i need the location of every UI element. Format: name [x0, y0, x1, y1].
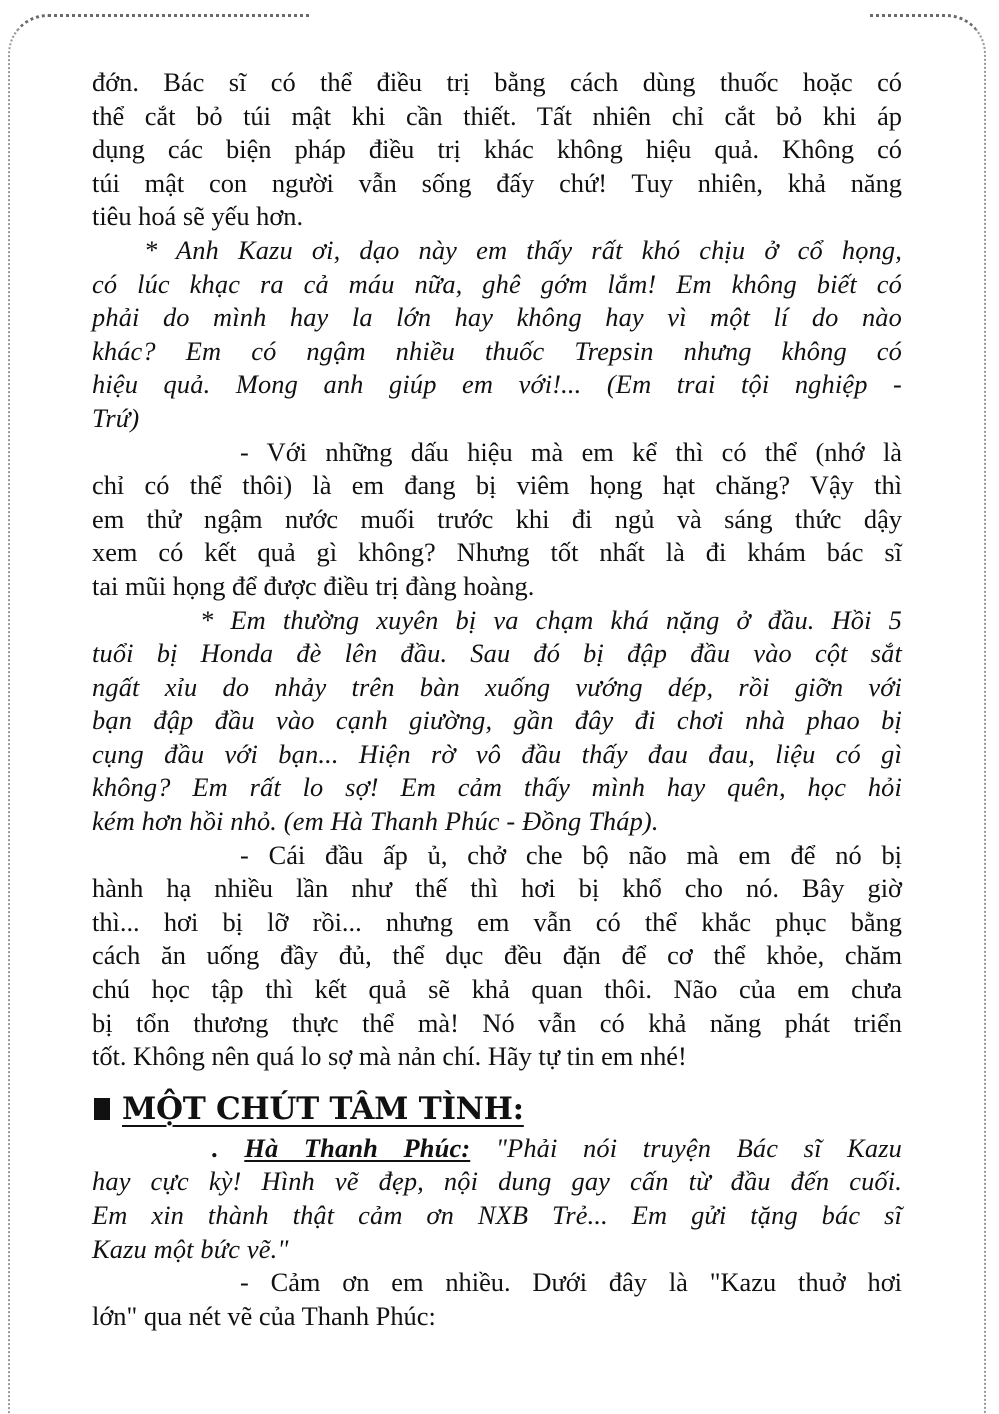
black-square-bullet-icon — [94, 1098, 110, 1120]
text-line: khác? Em có ngậm nhiều thuốc Trepsin nhưng không có — [92, 335, 902, 366]
text-line: kém hơn hồi nhỏ. (em Hà Thanh Phúc - Đồng Tháp). — [92, 806, 659, 837]
text-line: chỉ có thể thôi) là em đang bị viêm họng hạt chăng? Vậy thì — [92, 470, 902, 501]
reply-paragraph — [92, 1266, 902, 1333]
letter-sender-name: Hà Thanh Phúc: — [244, 1132, 471, 1163]
text-line: hay cực kỳ! Hình vẽ đẹp, nội dung gay cấn từ đầu đến cuối. — [92, 1166, 902, 1197]
text-line: không? Em rất lo sợ! Em cảm thấy mình hay quên, học hỏi — [92, 772, 902, 803]
text-line: lớn" qua nét vẽ của Thanh Phúc: — [92, 1300, 436, 1331]
text-line: bị tổn thương thực thể mà! Nó vẫn có khả năng phát triển — [92, 1007, 902, 1038]
text-line: Trứ) — [92, 402, 140, 433]
text-line: em thử ngậm nước muối trước khi đi ngủ và sáng thức dậy — [92, 503, 902, 534]
text-line: bạn đập đầu vào cạnh giường, gần đây đi chơi nhà phao bị — [92, 705, 902, 736]
text-line: Em xin thành thật cảm ơn NXB Trẻ... Em gửi tặng bác sĩ — [92, 1200, 902, 1230]
text-line: chú học tập thì kết quả sẽ khả quan thôi. Não của em chưa — [92, 974, 902, 1005]
text-line: có lúc khạc ra cả máu nữa, ghê gớm lắm! Em không biết có — [92, 268, 902, 299]
letter-text: "Phải nói truyện Bác sĩ Kazu — [470, 1132, 902, 1163]
text-line: thể cắt bỏ túi mật khi cần thiết. Tất nhiên chỉ cắt bỏ khi áp — [92, 100, 902, 131]
text-line: Kazu một bức vẽ." — [92, 1233, 289, 1264]
text-line: thì... hơi bị lỡ rồi... nhưng em vẫn có thể khắc phục bằng — [92, 906, 902, 937]
text-line: cách ăn uống đầy đủ, thể dục đều đặn để cơ thể khỏe, chăm — [92, 940, 902, 971]
question-paragraph-head — [92, 604, 902, 839]
text-line: cụng đầu với bạn... Hiện rờ vô đầu thấy đau đau, liệu có gì — [92, 738, 902, 769]
text-line: ngất xỉu do nhảy trên bàn xuống vướng dép, rồi giỡn với — [92, 671, 902, 702]
reader-letter — [92, 1132, 902, 1266]
text-line: dụng các biện pháp điều trị khác không hiệu quả. Không có — [92, 134, 902, 165]
text-line: tai mũi họng để được điều trị đàng hoàng. — [92, 570, 535, 601]
text-line: tiêu hoá sẽ yếu hơn. — [92, 201, 304, 232]
answer-paragraph-gallbladder — [92, 66, 902, 234]
text-line: hành hạ nhiều lần như thế thì hơi bị khổ cho nó. Bây giờ — [92, 873, 902, 904]
question-paragraph-throat — [92, 234, 902, 436]
text-line: tuổi bị Honda đè lên đầu. Sau đó bị đập đầu vào cột sắt — [92, 638, 902, 669]
text-line: đớn. Bác sĩ có thể điều trị bằng cách dùng thuốc hoặc có — [92, 67, 902, 97]
text-line: tốt. Không nên quá lo sợ mà nản chí. Hãy tự tin em nhé! — [92, 1041, 687, 1072]
text-line: - Cái đầu ấp ủ, chở che bộ não mà em để nó bị — [240, 839, 902, 870]
text-line: - Cảm ơn em nhiều. Dưới đây là "Kazu thuở hơi — [240, 1267, 902, 1298]
text-line: túi mật con người vẫn sống đấy chứ! Tuy nhiên, khả năng — [92, 167, 902, 198]
text-line: * Anh Kazu ơi, dạo này em thấy rất khó chịu ở cổ họng, — [144, 234, 902, 265]
text-line: xem có kết quả gì không? Nhưng tốt nhất là đi khám bác sĩ — [92, 537, 902, 568]
letter-prefix: . — [212, 1132, 245, 1163]
text-line: - Với những dấu hiệu mà em kể thì có thể (nhớ là — [240, 436, 902, 467]
text-line — [92, 1132, 902, 1166]
text-line: hiệu quả. Mong anh giúp em với!... (Em trai tội nghiệp - — [92, 369, 902, 400]
answer-paragraph-head — [92, 839, 902, 1074]
answer-paragraph-throat — [92, 436, 902, 604]
document-body — [92, 66, 902, 1333]
section-heading — [92, 1086, 902, 1132]
text-line: phải do mình hay la lớn hay không hay vì một lí do nào — [92, 302, 902, 333]
section-heading-text: MỘT CHÚT TÂM TÌNH: — [122, 1090, 524, 1127]
text-line: * Em thường xuyên bị va chạm khá nặng ở đầu. Hồi 5 — [200, 604, 902, 635]
